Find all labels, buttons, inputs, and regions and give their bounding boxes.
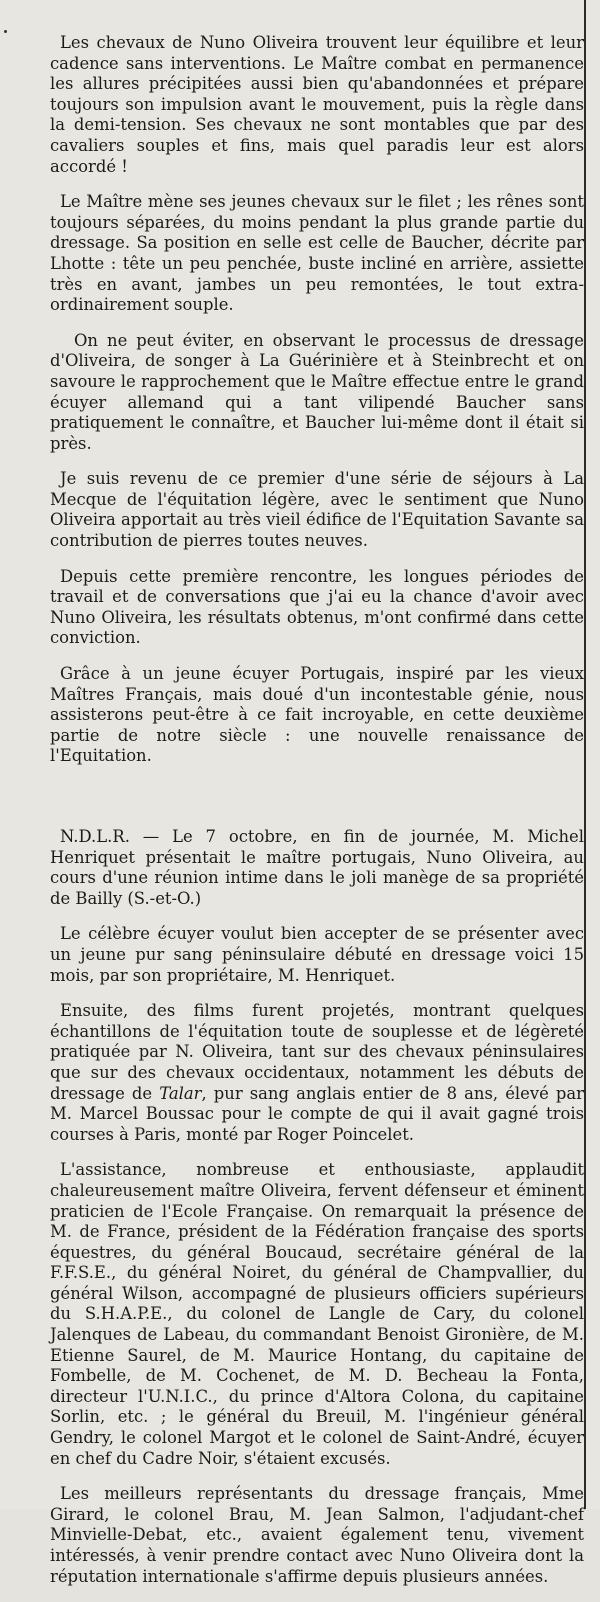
- ndlr-paragraph-2: Le célèbre écuyer voulut bien accepter de se présenter avec un jeune pur sang péninsulaire débuté en dressage voici 15 mois, par son propriétaire, M. Henriquet.: [50, 924, 584, 985]
- section-gap: [50, 782, 584, 827]
- ndlr-p3-before: Ensuite, des films furent projetés, montrant quelques échantillons de l'équitation toute de souplesse et de légèreté pratiquée par N. Oliveira, tant sur des chevaux péninsulaires que sur des chevaux occidentaux, notamment les débuts de dressage de: [50, 1001, 584, 1103]
- margin-mark: [4, 30, 7, 33]
- text-column: [50, 33, 584, 1602]
- column-rule: [584, 0, 586, 1509]
- article-paragraph-1: Les chevaux de Nuno Oliveira trouvent leur équilibre et leur cadence sans interventions. Le Maître combat en permanence les allures précipitées aussi bien qu'abandonnées et prépare toujours son impulsion avant le mouvement, puis la règle dans la demi-tension. Ses chevaux ne sont montables que par des cavaliers souples et fins, mais quel paradis leur est alors accordé !: [50, 33, 584, 176]
- article-paragraph-5: Depuis cette première rencontre, les longues périodes de travail et de conversations que j'ai eu la chance d'avoir avec Nuno Oliveira, les résultats obtenus, m'ont confirmé dans cette conviction.: [50, 566, 584, 648]
- horse-name-talar: Talar: [159, 1083, 202, 1103]
- ndlr-p3-after: , pur sang anglais entier de 8 ans, élevé par M. Marcel Boussac pour le compte de qui il avait gagné trois courses à Paris, monté par Roger Poincelet.: [50, 1083, 584, 1144]
- article-paragraph-6: Grâce à un jeune écuyer Portugais, inspiré par les vieux Maîtres Français, mais doué d'un incontestable génie, nous assisterons peut-être à ce fait incroyable, en cette deuxième partie de notre siècle : une nouvelle renaissance de l'Equitation.: [50, 664, 584, 766]
- article-paragraph-4: Je suis revenu de ce premier d'une série de séjours à La Mecque de l'équitation légère, avec le sentiment que Nuno Oliveira apportait au très vieil édifice de l'Equitation Savante sa contribution de pierres toutes neuves.: [50, 469, 584, 551]
- article-paragraph-2: Le Maître mène ses jeunes chevaux sur le filet ; les rênes sont toujours séparées, du moins pendant la plus grande partie du dressage. Sa position en selle est celle de Baucher, décrite par Lhotte : tête un peu penchée, buste incliné en arrière, assiette très en avant, jambes un peu remontées, le tout extra-ordinairement souple.: [50, 192, 584, 315]
- ndlr-paragraph-5: Les meilleurs représentants du dressage français, Mme Girard, le colonel Brau, M. Jean Salmon, l'adjudant-chef Minvielle-Debat, etc., avaient également tenu, vivement intéressés, à venir prendre contact avec Nuno Oliveira dont la réputation internationale s'affirme depuis plusieurs années.: [50, 1484, 584, 1586]
- ndlr-paragraph-4: L'assistance, nombreuse et enthousiaste, applaudit chaleureusement maître Oliveira, fervent défenseur et éminent praticien de l'Ecole Française. On remarquait la présence de M. de France, président de la Fédération française des sports équestres, du général Boucaud, secrétaire général de la F.F.S.E., du général Noiret, du général de Champvallier, du général Wilson, accompagné de plusieurs officiers supérieurs du S.H.A.P.E., du colonel de Langle de Cary, du colonel Jalenques de Labeau, du commandant Benoist Gironière, de M. Etienne Saurel, de M. Maurice Hontang, du capitaine de Fombelle, de M. Cochenet, de M. D. Becheau la Fonta, directeur l'U.N.I.C., du prince d'Altora Colona, du capitaine Sorlin, etc. ; le général du Breuil, M. l'ingénieur général Gendry, le colonel Margot et le colonel de Saint-André, écuyer en chef du Cadre Noir, s'étaient excusés.: [50, 1160, 584, 1468]
- ndlr-paragraph-1: N.D.L.R. — Le 7 octobre, en fin de journée, M. Michel Henriquet présentait le maître portugais, Nuno Oliveira, au cours d'une réunion intime dans le joli manège de sa propriété de Bailly (S.-et-O.): [50, 827, 584, 908]
- ndlr-paragraph-3: [50, 1001, 584, 1145]
- article-paragraph-3: On ne peut éviter, en observant le processus de dressage d'Oliveira, de songer à La Guérinière et à Steinbrecht et on savoure le rapprochement que le Maître effectue entre le grand écuyer allemand qui a tant vilipendé Baucher sans pratiquement le connaître, et Baucher lui-même dont il était si près.: [50, 330, 584, 453]
